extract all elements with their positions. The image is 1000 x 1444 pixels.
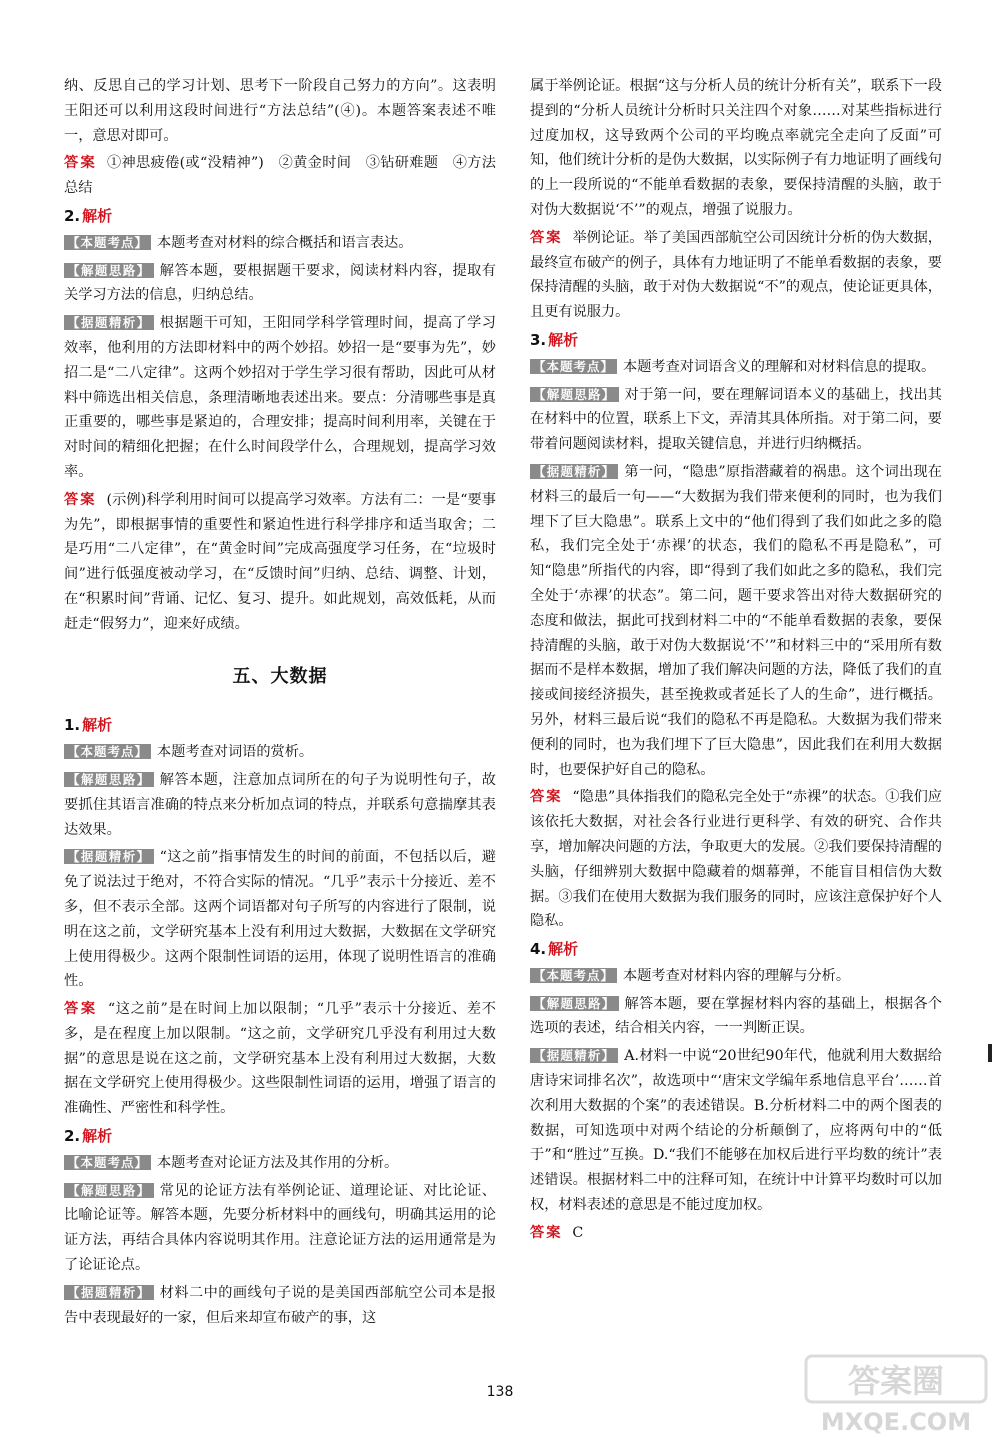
analysis-tag: 【本题考点】 xyxy=(64,235,151,250)
answer-label: 答案 xyxy=(64,491,97,508)
answer-paragraph xyxy=(530,1221,942,1246)
analysis-paragraph xyxy=(64,311,496,485)
analysis-text: 本题考查对词语的赏析。 xyxy=(157,744,314,761)
left-column xyxy=(64,74,496,1333)
watermark-line2: MXQE.COM xyxy=(820,1408,972,1436)
answer-label: 答案 xyxy=(64,1001,98,1018)
analysis-tag: 【本题考点】 xyxy=(530,968,617,983)
analysis-paragraph xyxy=(530,383,942,457)
analysis-paragraph xyxy=(530,1044,942,1218)
body-paragraph: 属于举例论证。根据“这与分析人员的统计分析有关”，联系下一段提到的“分析人员统计分析时只关注四个对象……对某些指标进行过度加权，这导致两个公司的平均晚点率就完全走向了反面”可知，他们统计分析的是伪大数据，以实际例子有力地证明了画线句的上一段所说的“不能单看数据的表象，要保持清醒的头脑，敢于对伪大数据说‘不’”的观点，增强了说服力。 xyxy=(530,78,942,218)
answer-label: 答案 xyxy=(530,789,563,806)
question-label: 解析 xyxy=(82,716,113,735)
question-heading xyxy=(530,937,942,962)
analysis-text: 本题考查对材料的综合概括和语言表达。 xyxy=(157,234,413,251)
analysis-text: 本题考查对词语含义的理解和对材料信息的提取。 xyxy=(623,358,936,375)
question-heading xyxy=(64,1124,496,1149)
analysis-tag: 【解题思路】 xyxy=(64,772,154,787)
question-heading xyxy=(530,328,942,353)
answer-text: “隐患”具体指我们的隐私完全处于“赤裸”的状态。①我们应该依托大数据，对社会各行业进行更科学、有效的研究、合作共享，增加解决问题的方法，争取更大的发展。②我们要保持清醒的头脑，仔细辨别大数据中隐藏着的烟幕弹，不能盲目相信伪大数据。③我们在使用大数据为我们服务的同时，应该注意保护好个人隐私。 xyxy=(530,789,942,930)
analysis-text: 对于第一问，要在理解词语本义的基础上，找出其在材料中的位置，联系上下文，弄清其具体所指。对于第二问，要带着问题阅读材料，提取关键信息，并进行归纳概括。 xyxy=(530,386,942,453)
analysis-tag: 【据题精析】 xyxy=(64,315,154,330)
question-number: 1. xyxy=(64,716,81,735)
analysis-text: 解答本题，要在掌握材料内容的基础上，根据各个选项的表述，结合相关内容，一一判断正误。 xyxy=(530,995,942,1037)
answer-text: ①神思疲倦(或“没精神”) ②黄金时间 ③钻研难题 ④方法总结 xyxy=(64,155,496,197)
answer-label: 答案 xyxy=(530,229,563,246)
analysis-tag: 【本题考点】 xyxy=(530,359,617,374)
analysis-tag: 【解题思路】 xyxy=(530,387,619,402)
analysis-tag: 【解题思路】 xyxy=(64,263,154,278)
analysis-tag: 【据题精析】 xyxy=(530,1048,618,1063)
answer-text: 举例论证。举了美国西部航空公司因统计分析的伪大数据，最终宣布破产的例子，具体有力地证明了不能单看数据的表象，要保持清醒的头脑，敢于对伪大数据说“不”的观点，使论证更具体，且更有说服力。 xyxy=(530,229,942,321)
question-heading xyxy=(64,204,496,229)
analysis-text: “这之前”指事情发生的时间的前面，不包括以后，避免了说法过于绝对，不符合实际的情况。“几乎”表示十分接近、差不多，但不表示全部。这两个词语都对句子所写的内容进行了限制，说明在这之前，文学研究基本上没有利用过大数据，大数据在文学研究上使用得极少。这两个限制性词语的运用，体现了说明性语言的准确性。 xyxy=(64,849,496,990)
analysis-text: A.材料一中说“20世纪90年代，他就利用大数据给唐诗宋词排名次”，故选项中“‘唐宋文学编年系地信息平台’……首次利用大数据的个案”的表述错误。B.分析材料二中的两个图表的数据，可知选项中对两个结论的分析颠倒了，应将两句中的“低于”和“胜过”互换。D.“我们不能够在加权后进行平均数的统计”表述错误。根据材料二中的注释可知，在统计中计算平均数时可以加权，材料表述的意思是不能过度加权。 xyxy=(530,1048,942,1214)
side-margin-mark xyxy=(988,1044,992,1062)
analysis-paragraph xyxy=(64,845,496,994)
question-number: 2. xyxy=(64,206,81,225)
watermark-line1: 答案圈 xyxy=(847,1362,945,1400)
analysis-paragraph xyxy=(530,992,942,1042)
analysis-paragraph xyxy=(530,964,942,989)
answer-paragraph xyxy=(530,226,942,325)
answer-paragraph xyxy=(64,151,496,201)
question-heading xyxy=(64,713,496,738)
question-number: 3. xyxy=(530,330,547,349)
question-label: 解析 xyxy=(548,940,579,959)
analysis-paragraph xyxy=(64,1179,496,1278)
answer-text: “这之前”是在时间上加以限制；“几乎”表示十分接近、差不多，是在程度上加以限制。“这之前，文学研究几乎没有利用过大数据”的意思是说在这之前，文学研究基本上没有利用过大数据，大数据在文学研究上使用得极少。这些限制性词语的运用，增强了语言的准确性、严密性和科学性。 xyxy=(64,1001,496,1117)
analysis-text: 第一问，“隐患”原指潜藏着的祸患。这个词出现在材料三的最后一句——“大数据为我们带来便利的同时，也为我们埋下了巨大隐患”。联系上文中的“他们得到了我们如此之多的隐私，我们完全处于‘赤裸’的状态，我们的隐私不再是隐私”，可知“隐患”所指代的内容，即“得到了我们如此之多的隐私，我们完全处于‘赤裸’的状态”。第二问，题干要求答出对待大数据研究的态度和做法，据此可找到材料二中的“不能单看数据的表象，要保持清醒的头脑，敢于对伪大数据说‘不’”和材料三中的“采用所有数据而不是样本数据，增加了我们解决问题的方法，降低了我们的直接或间接经济损失，甚至挽救或者延长了人的生命”，进行概括。另外，材料三最后说“我们的隐私不再是隐私。大数据为我们带来便利的同时，也为我们埋下了巨大隐患”，因此我们在利用大数据时，也要保护好自己的隐私。 xyxy=(530,463,942,778)
body-paragraph: 纳、反思自己的学习计划、思考下一阶段自己努力的方向”。这表明王阳还可以利用这段时间进行“方法总结”(④)。本题答案表述不唯一，意思对即可。 xyxy=(64,78,496,144)
answer-label: 答案 xyxy=(530,1224,563,1241)
analysis-tag: 【据题精析】 xyxy=(530,464,618,479)
analysis-tag: 【解题思路】 xyxy=(64,1183,154,1198)
question-number: 2. xyxy=(64,1127,81,1146)
watermark-logo xyxy=(796,1350,996,1440)
analysis-paragraph xyxy=(530,355,942,380)
analysis-tag: 【解题思路】 xyxy=(530,996,619,1011)
right-column xyxy=(530,74,942,1249)
analysis-paragraph xyxy=(530,460,942,782)
analysis-paragraph xyxy=(64,1281,496,1331)
question-label: 解析 xyxy=(82,1127,113,1146)
analysis-paragraph xyxy=(64,259,496,309)
page-number: 138 xyxy=(486,1384,514,1400)
analysis-text: 根据题干可知，王阳同学科学管理时间，提高了学习效率，他利用的方法即材料中的两个妙招。妙招一是“要事为先”，妙招二是“二八定律”。这两个妙招对于学生学习很有帮助，因此可从材料中筛选出相关信息，条理清晰地表述出来。要点：分清哪些事是真正重要的，哪些事是紧迫的，合理安排；提高时间利用率，关键在于对时间的精细化把握；在什么时间段学什么，合理规划，提高学习效率。 xyxy=(64,315,496,480)
answer-paragraph xyxy=(64,488,496,637)
analysis-text: 解答本题，要根据题干要求，阅读材料内容，提取有关学习方法的信息，归纳总结。 xyxy=(64,262,496,304)
analysis-paragraph xyxy=(64,231,496,256)
analysis-tag: 【据题精析】 xyxy=(64,1285,154,1300)
analysis-paragraph xyxy=(64,1151,496,1176)
analysis-tag: 【据题精析】 xyxy=(64,849,154,864)
analysis-text: 常见的论证方法有举例论证、道理论证、对比论证、比喻论证等。解答本题，先要分析材料中的画线句，明确其运用的论证方法，再结合具体内容说明其作用。注意论证方法的运用通常是为了论证论点。 xyxy=(64,1182,496,1274)
question-label: 解析 xyxy=(82,206,113,225)
answer-text: C xyxy=(572,1224,584,1241)
question-number: 4. xyxy=(530,940,547,959)
analysis-tag: 【本题考点】 xyxy=(64,744,151,759)
analysis-tag: 【本题考点】 xyxy=(64,1155,151,1170)
section-title: 五、大数据 xyxy=(232,665,328,687)
answer-paragraph xyxy=(64,997,496,1121)
answer-label: 答案 xyxy=(64,155,98,172)
analysis-text: 解答本题，注意加点词所在的句子为说明性句子，故要抓住其语言准确的特点来分析加点词的特点，并联系句意揣摩其表达效果。 xyxy=(64,771,496,838)
answer-text: (示例)科学利用时间可以提高学习效率。方法有二：一是“要事为先”，即根据事情的重要性和紧迫性进行科学排序和适当取舍；二是巧用“二八定律”，在“黄金时间”完成高强度学习任务，在“垃圾时间”进行低强度被动学习，在“反馈时间”归纳、总结、调整、计划，在“积累时间”背诵、记忆、复习、提升。如此规划，高效低耗，从而赶走“假努力”，迎来好成绩。 xyxy=(64,491,496,632)
analysis-text: 本题考查对材料内容的理解与分析。 xyxy=(623,967,851,984)
analysis-paragraph xyxy=(64,740,496,765)
answer-paragraph xyxy=(530,785,942,934)
analysis-text: 材料二中的画线句子说的是美国西部航空公司本是报告中表现最好的一家，但后来却宣布破产的事，这 xyxy=(64,1284,496,1326)
analysis-paragraph xyxy=(64,768,496,842)
question-label: 解析 xyxy=(548,330,579,349)
analysis-text: 本题考查对论证方法及其作用的分析。 xyxy=(157,1154,399,1171)
